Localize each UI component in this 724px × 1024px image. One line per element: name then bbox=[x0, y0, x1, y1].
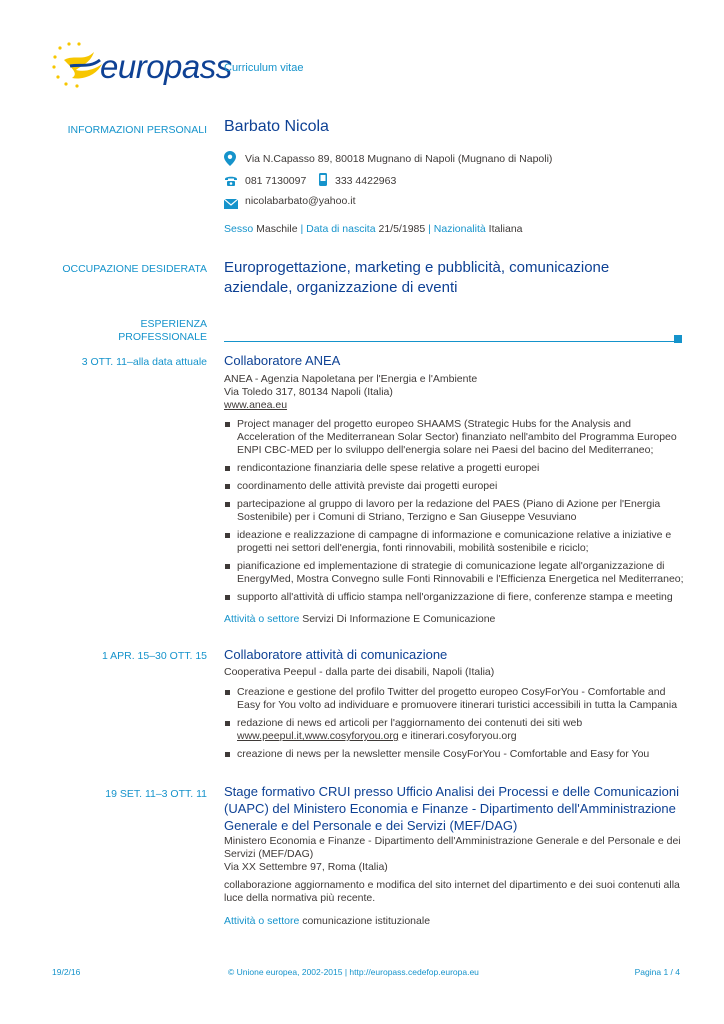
personal-info-label: INFORMAZIONI PERSONALI bbox=[67, 124, 207, 136]
phone-number[interactable]: 081 7130097 bbox=[245, 175, 307, 187]
occupation-line-1: Europrogettazione, marketing e pubblicità, comunicazione bbox=[224, 259, 610, 276]
sector-value: comunicazione istituzionale bbox=[302, 915, 431, 927]
sex-label: Sesso bbox=[224, 223, 254, 235]
occupation-label: OCCUPAZIONE DESIDERATA bbox=[62, 263, 207, 275]
address-text: Via N.Capasso 89, 80018 Mugnano di Napoli (Mugnano di Napoli) bbox=[245, 153, 553, 165]
job-2-bullets bbox=[224, 686, 684, 766]
list-item: rendicontazione finanziaria delle spese relative a progetti europei bbox=[224, 462, 684, 475]
job-2-dates: 1 APR. 15–30 OTT. 15 bbox=[101, 650, 207, 662]
list-item: coordinamento delle attività previste dai progetti europei bbox=[224, 480, 684, 493]
birth-value: 21/5/1985 bbox=[378, 223, 426, 235]
sector-label: Attività o settore bbox=[224, 613, 300, 625]
sector-value: Servizi Di Informazione E Comunicazione bbox=[302, 613, 496, 625]
list-item: Project manager del progetto europeo SHAAMS (Strategic Hubs for the Analysis and Acceleration of the Mediterranean Solar Sector) finanziato nell'ambito del Programma Europeo ENPI CBC-MED per lo sviluppo dell'energia solare nei Paesi del bacino del Mediterraneo; bbox=[224, 418, 684, 457]
job-1-address: Via Toledo 317, 80134 Napoli (Italia) bbox=[224, 386, 393, 398]
job-3-address: Via XX Settembre 97, Roma (Italia) bbox=[224, 861, 388, 873]
job-3-dates: 19 SET. 11–3 OTT. 11 bbox=[105, 788, 207, 800]
europass-logo bbox=[50, 40, 232, 90]
footer-date: 19/2/16 bbox=[52, 967, 81, 977]
job-2-title: Collaboratore attività di comunicazione bbox=[224, 647, 448, 662]
experience-label-line-1: ESPERIENZA bbox=[140, 318, 207, 330]
sex-value: Maschile bbox=[256, 223, 298, 235]
mobile-number[interactable]: 333 4422963 bbox=[335, 175, 397, 187]
job-3-sector bbox=[224, 915, 684, 928]
experience-label-line-2: PROFESSIONALE bbox=[118, 331, 207, 343]
job-1-sector bbox=[224, 613, 684, 626]
job-3-title bbox=[224, 783, 684, 834]
job-3-title-line-3: Generale e del Personale e dei Servizi (MEF/DAG) bbox=[224, 818, 518, 833]
job-3-employer-block bbox=[224, 835, 684, 874]
list-item: Creazione e gestione del profilo Twitter del progetto europeo CosyForYou - Comfortable and Easy for You volto ad individuare e promuovere itinerari turistici accessibili in tutta la Campania bbox=[224, 686, 684, 712]
person-name: Barbato Nicola bbox=[224, 118, 329, 135]
list-item: pianificazione ed implementazione di strategie di comunicazione legate all'organizzazione di EnergyMed, Mostra Convegno sulle Fonti Rinnovabili e l'Efficienza Energetica nel Mediterraneo; bbox=[224, 560, 684, 586]
job-2-websites-link[interactable]: www.peepul.it,www.cosyforyou.org bbox=[237, 730, 399, 742]
job-3-title-line-1: Stage formativo CRUI presso Ufficio Analisi dei Processi e delle Comunicazioni bbox=[224, 784, 679, 799]
logo-wordmark: europass bbox=[100, 48, 232, 85]
experience-label bbox=[40, 318, 207, 344]
location-pin-icon bbox=[224, 151, 240, 167]
occupation-text bbox=[224, 258, 609, 298]
job-1-title: Collaboratore ANEA bbox=[224, 353, 341, 368]
job-1-employer-block bbox=[224, 373, 684, 412]
job-3-title-line-2: (UAPC) del Ministero Economia e Finanze - Dipartimento dell'Amministrazione bbox=[224, 801, 676, 816]
job-1-employer: ANEA - Agenzia Napoletana per l'Energia e l'Ambiente bbox=[224, 373, 478, 385]
personal-details-line bbox=[224, 223, 523, 235]
email-icon bbox=[224, 196, 238, 214]
sector-label: Attività o settore bbox=[224, 915, 300, 927]
list-item: creazione di news per la newsletter mensile CosyForYou - Comfortable and Easy for You bbox=[224, 748, 684, 761]
birth-label: | Data di nascita bbox=[300, 223, 376, 235]
email-address[interactable]: nicolabarbato@yahoo.it bbox=[245, 195, 356, 207]
section-divider-marker bbox=[674, 335, 682, 343]
doc-type-label: Curriculum vitae bbox=[224, 62, 304, 74]
phone-icon bbox=[224, 174, 238, 192]
job-1-dates: 3 OTT. 11–alla data attuale bbox=[81, 356, 207, 368]
job-3-description: collaborazione aggiornamento e modifica del sito internet del dipartimento e dei suoi contenuti alla luce della normativa più recente. bbox=[224, 879, 680, 904]
nationality-label: | Nazionalità bbox=[428, 223, 486, 235]
list-item: redazione di news ed articoli per l'aggiornamento dei contenuti dei siti web www.peepul.it,www.cosyforyou.org e itinerari.cosyforyou.org bbox=[224, 717, 684, 743]
mobile-phone-icon bbox=[319, 173, 327, 191]
nationality-value: Italiana bbox=[488, 223, 523, 235]
footer-page-number: Pagina 1 / 4 bbox=[634, 967, 680, 977]
job-1-website-link[interactable]: www.anea.eu bbox=[224, 399, 288, 411]
occupation-line-2: aziendale, organizzazione di eventi bbox=[224, 279, 458, 296]
job-2-employer: Cooperativa Peepul - dalla parte dei disabili, Napoli (Italia) bbox=[224, 666, 495, 678]
job-3-employer: Ministero Economia e Finanze - Dipartimento dell'Amministrazione Generale e del Personale e dei Servizi (MEF/DAG) bbox=[224, 835, 681, 860]
list-item: ideazione e realizzazione di campagne di informazione e comunicazione relative a iniziative e progetti nei settori dell'energia, fonti rinnovabili, mobilità sostenibile e riciclo; bbox=[224, 529, 684, 555]
footer-copyright: © Unione europea, 2002-2015 | http://europass.cedefop.europa.eu bbox=[228, 967, 479, 977]
section-divider bbox=[224, 341, 674, 342]
job-1-bullets bbox=[224, 418, 684, 609]
list-item: supporto all'attività di ufficio stampa nell'organizzazione di fiere, conferenze stampa e meeting bbox=[224, 591, 684, 604]
list-item: partecipazione al gruppo di lavoro per la redazione del PAES (Piano di Azione per l'Energia Sostenibile) per i Comuni di Striano, Terzigno e San Giuseppe Vesuviano bbox=[224, 498, 684, 524]
